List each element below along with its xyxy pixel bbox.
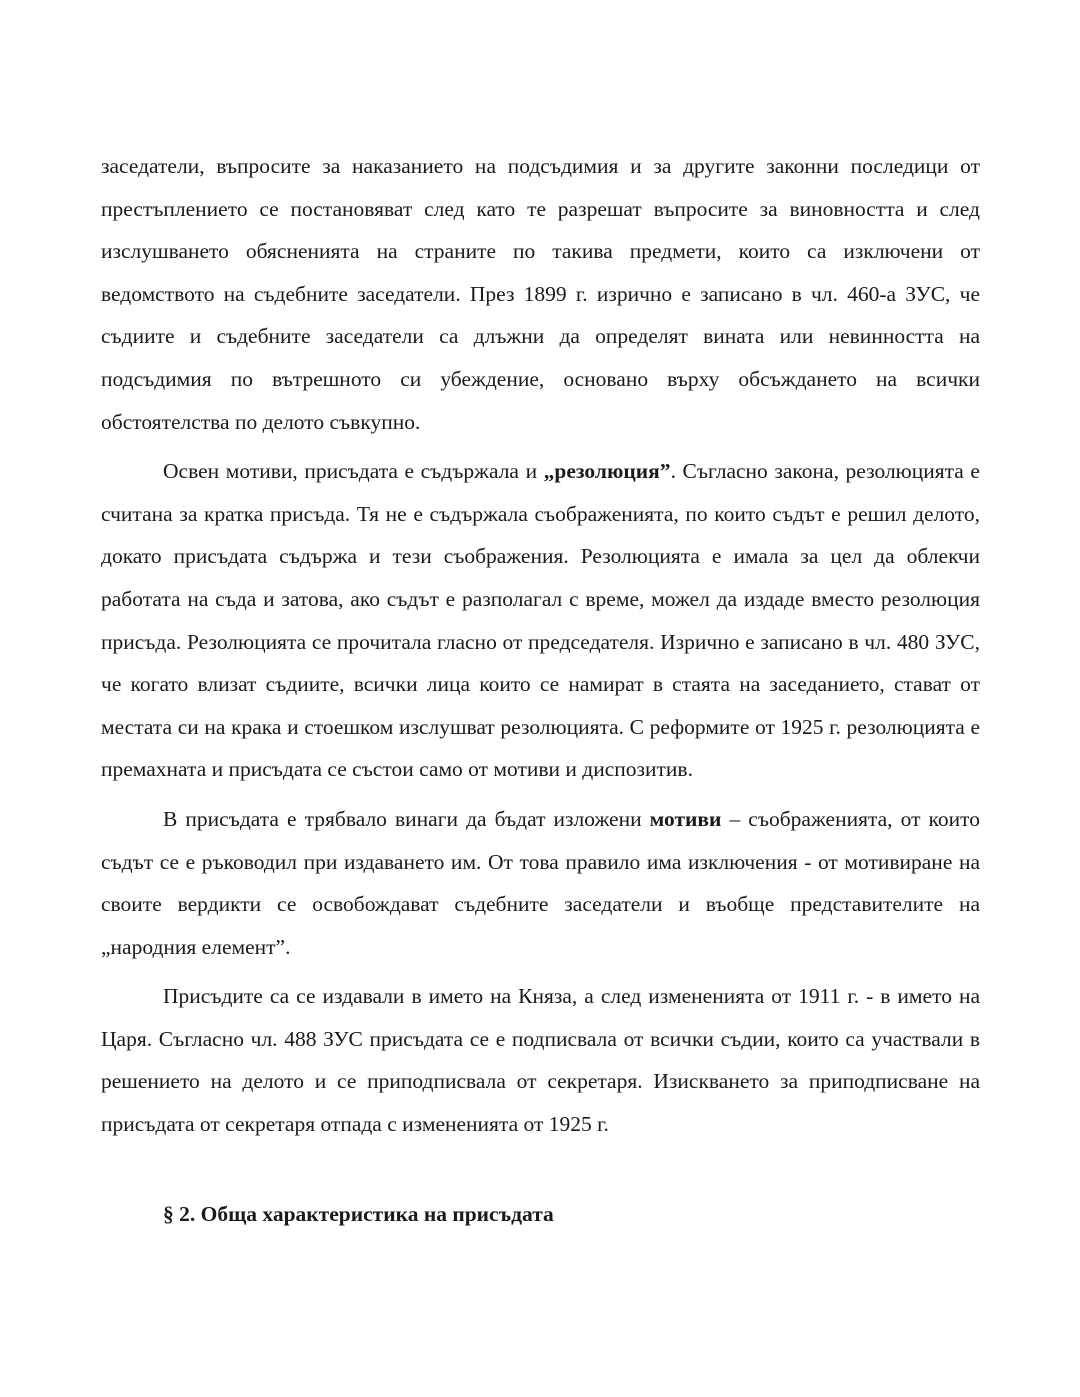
paragraph-3 [101, 798, 980, 968]
term-resolution: „резолюция” [543, 459, 671, 484]
paragraph-2 [101, 450, 980, 791]
section-heading: § 2. Обща характеристика на присъдата [163, 1201, 554, 1226]
paragraph-3-text-end: – съображенията, от които съдът се е ръководил при издаването им. От това правило има изключения - от мотивиране на своите вердикти се освобождават съдебните заседатели и въобще представителите на „народния елемент”. [101, 806, 980, 959]
document-page [101, 145, 980, 1235]
paragraph-1: заседатели, въпросите за наказанието на подсъдимия и за другите законни последици от престъплението се постановяват след като те разрешат въпросите за виновността и след изслушването обясненията на страните по такива предмети, които са изключени от ведомството на съдебните заседатели. През 1899 г. изрично е записано в чл. 460-а ЗУС, че съдиите и съдебните заседатели са длъжни да определят вината или невинността на подсъдимия по вътрешното си убеждение, основано върху обсъждането на всички обстоятелства по делото съвкупно. [101, 154, 980, 434]
term-motives: мотиви [649, 806, 722, 831]
paragraph-3-text-start: В присъдата е трябвало винаги да бъдат изложени [163, 806, 650, 831]
paragraph-2-text-end: . Съгласно закона, резолюцията е считана за кратка присъда. Тя не е съдържала съображенията, по които съдът е решил делото, докато присъдата съдържа и тези съображения. Резолюцията е имала за цел да облекчи работата на съда и затова, ако съдът е разполагал с време, можел да издаде вместо резолюция присъда. Резолюцията се прочитала гласно от председателя. Изрично е записано в чл. 480 ЗУС, че когато влизат съдиите, всички лица които се намират в стаята на заседанието, стават от местата си на крака и стоешком изслушват резолюцията. С реформите от 1925 г. резолюцията е премахната и присъдата се състои само от мотиви и диспозитив. [101, 459, 980, 782]
paragraph-4: Присъдите са се издавали в името на Княза, а след измененията от 1911 г. - в името на Царя. Съгласно чл. 488 ЗУС присъдата се е подписвала от всички съдии, които са участвали в решението на делото и се приподписвала от секретаря. Изискването за приподписване на присъдата от секретаря отпада с измененията от 1925 г. [101, 984, 980, 1137]
paragraph-2-text-start: Освен мотиви, присъдата е съдържала и [163, 459, 544, 484]
